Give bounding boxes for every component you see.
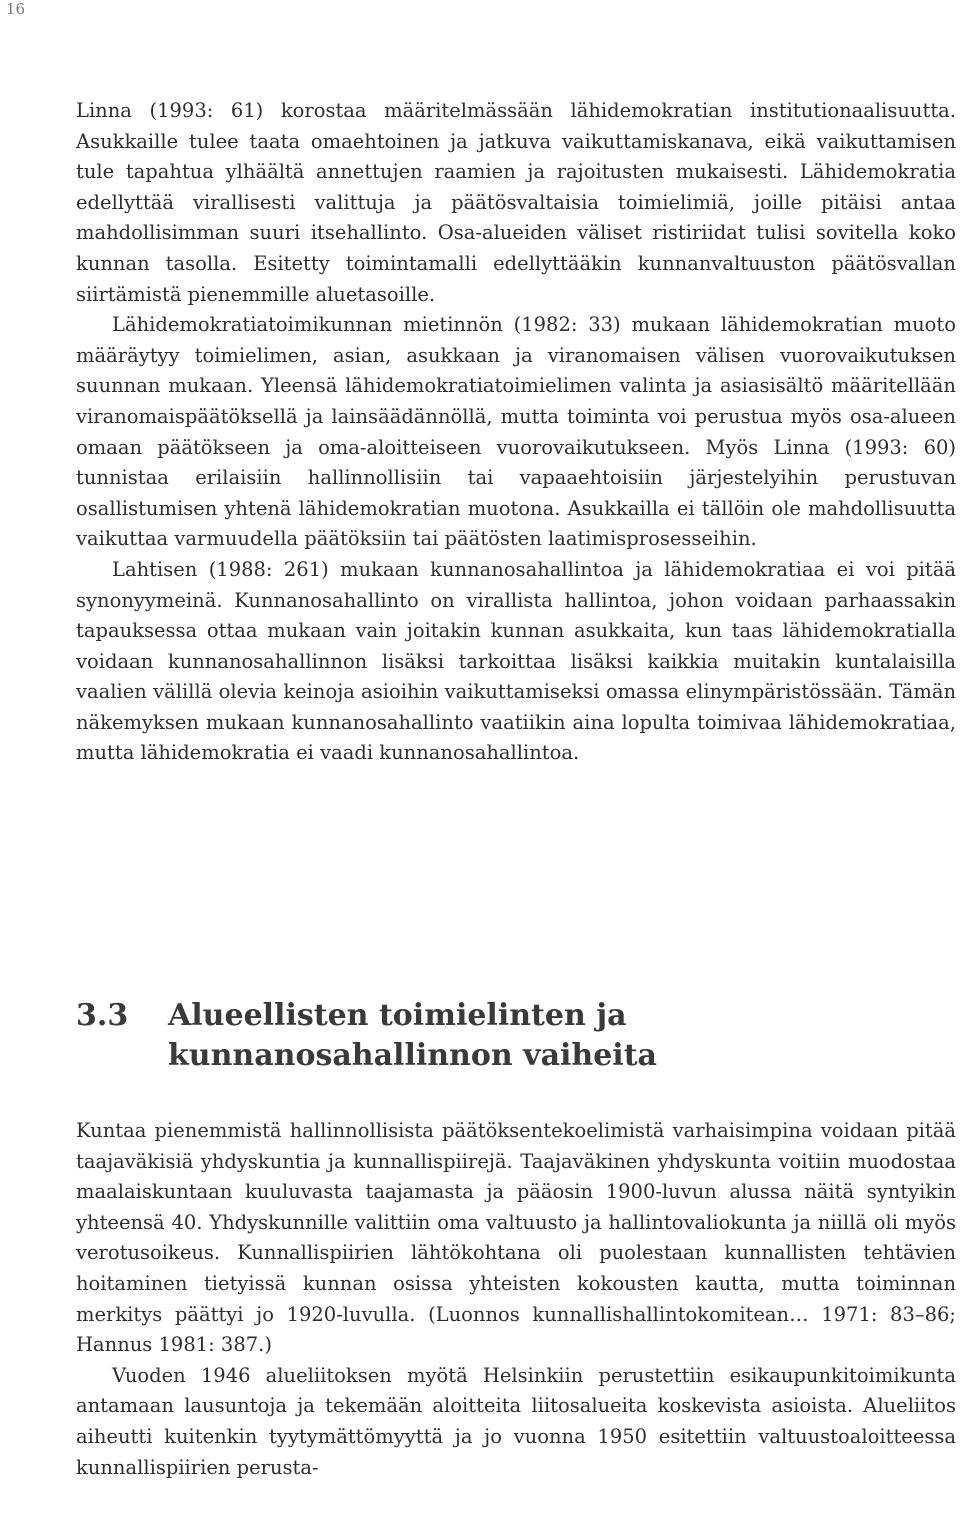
page-number: 16: [6, 0, 26, 18]
paragraph: Linna (1993: 61) korostaa määritelmässään lähidemokratian institutionaalisuutta. Asukkaille tulee taata omaehtoinen ja jatkuva vaikuttamiskanava, eikä vaikuttamisen tule tapahtua ylhäältä annettujen raamien ja rajoitusten mukaisesti. Lähidemokratia edellyttää virallisesti valittuja ja päätösvaltaisia toimielimiä, joille pitäisi antaa mahdollisimman suuri itsehallinto. Osa-alueiden väliset ristiriidat tulisi sovitella koko kunnan tasolla. Esitetty toimintamalli edellyttääkin kunnanvaltuuston päätösvallan siirtämistä pienemmille aluetasoille.: [76, 99, 956, 306]
section-number: 3.3: [76, 998, 129, 1033]
section-title: Alueellisten toimielinten ja kunnanosahallinnon vaiheita: [168, 998, 657, 1073]
body-text-top: [76, 96, 956, 769]
paragraph: Kuntaa pienemmistä hallinnollisista päätöksentekoelimistä varhaisimpina voidaan pitää taajaväkisiä yhdyskuntia ja kunnallispiirejä. Taajaväkinen yhdyskunta voitiin muodostaa maalaiskuntaan kuuluvasta taajamasta ja pääosin 1900-luvun alussa näitä syntyikin yhteensä 40. Yhdyskunnille valittiin oma valtuusto ja hallintovaliokunta ja niillä oli myös verotusoikeus. Kunnallispiirien lähtökohtana oli puolestaan kunnallisten tehtävien hoitaminen tietyissä kunnan osissa yhteisten kokousten kautta, mutta toiminnan merkitys päättyi jo 1920-luvulla. (Luonnos kunnallishallintokomitean… 1971: 83–86; Hannus 1981: 387.): [76, 1119, 956, 1357]
body-text-bottom: [76, 1116, 956, 1483]
paragraph: Lähidemokratiatoimikunnan mietinnön (1982: 33) mukaan lähidemokratian muoto määräytyy toimielimen, asian, asukkaan ja viranomaisen välisen vuorovaikutuksen suunnan mukaan. Yleensä lähidemokratiatoimielimen valinta ja asiasisältö määritellään viranomaispäätöksellä ja lainsäädännöllä, mutta toiminta voi perustua myös osa-alueen omaan päätökseen ja oma-aloitteiseen vuorovaikutukseen. Myös Linna (1993: 60) tunnistaa erilaisiin hallinnollisiin tai vapaaehtoisiin järjestelyihin perustuvan osallistumisen yhtenä lähidemokratian muotona. Asukkailla ei tällöin ole mahdollisuutta vaikuttaa varmuudella päätöksiin tai päätösten laatimisprosesseihin.: [76, 313, 956, 551]
paragraph: Vuoden 1946 alueliitoksen myötä Helsinkiin perustettiin esikaupunkitoimikunta antamaan lausuntoja ja tekemään aloitteita liitosalueita koskevista asioista. Alueliitos aiheutti kuitenkin tyytymättömyyttä ja jo vuonna 1950 esitettiin valtuustoaloitteessa kunnallispiirien perusta-: [76, 1363, 956, 1479]
paragraph: Lahtisen (1988: 261) mukaan kunnanosahallintoa ja lähidemokratiaa ei voi pitää synonyymeinä. Kunnanosahallinto on virallista hallintoa, johon voidaan parhaassakin tapauksessa ottaa mukaan vain joitakin kunnan asukkaita, kun taas lähidemokratialla voidaan kunnanosahallinnon lisäksi tarkoittaa lisäksi kaikkia muitakin kuntalaisilla vaalien välillä olevia keinoja asioihin vaikuttamiseksi omassa elinympäristössään. Tämän näkemyksen mukaan kunnanosahallinto vaatiikin aina lopulta toimivaa lähidemokratiaa, mutta lähidemokratia ei vaadi kunnanosahallintoa.: [76, 557, 956, 765]
section-heading: [76, 996, 956, 1076]
